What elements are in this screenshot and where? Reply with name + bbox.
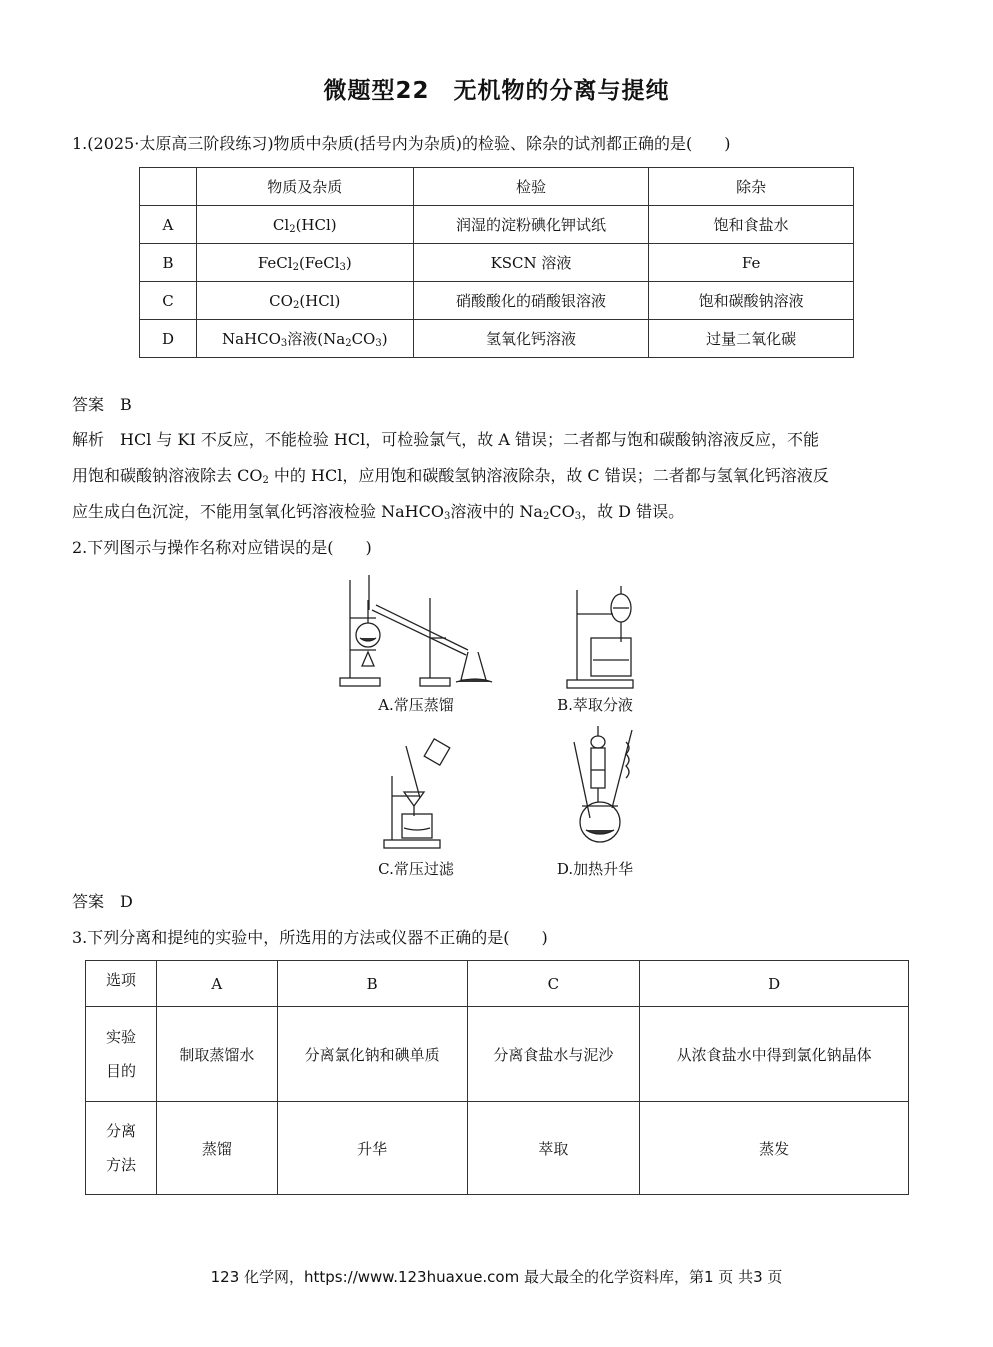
table-row — [140, 206, 854, 244]
option-label: C — [140, 282, 197, 320]
removal-reagent-cell: Fe — [649, 244, 854, 282]
question-2-stem: 2.下列图示与操作名称对应错误的是( ) — [72, 538, 372, 557]
removal-reagent-cell: 饱和碳酸钠溶液 — [649, 282, 854, 320]
question-1-analysis — [72, 422, 917, 530]
table-header-cell: A — [156, 961, 277, 1007]
method-cell: 升华 — [277, 1102, 467, 1195]
purpose-cell: 制取蒸馏水 — [156, 1007, 277, 1102]
substance-cell: $CO_2(HCl)$ — [196, 282, 413, 320]
analysis-line: 用饱和碳酸钠溶液除去 $CO_2$ 中的 HCl，应用饱和碳酸氢钠溶液除杂，故 C 错误；二者都与氢氧化钙溶液反 — [72, 466, 829, 486]
analysis-line: 应生成白色沉淀，不能用氢氧化钙溶液检验 NaHCO$_3$溶液中的 $Na_2CO_3$，故 D 错误。 — [72, 502, 685, 522]
substance-cell: NaHCO$_3$溶液$(Na_2CO_3)$ — [196, 320, 413, 358]
purpose-cell: 分离食盐水与泥沙 — [467, 1007, 640, 1102]
test-reagent-cell: KSCN 溶液 — [413, 244, 649, 282]
table-header-row — [140, 168, 854, 206]
substance-cell: $Cl_2(HCl)$ — [196, 206, 413, 244]
purpose-cell: 分离氯化钠和碘单质 — [277, 1007, 467, 1102]
table-header-cell: 选项 — [86, 961, 157, 1007]
row-label: 实验 目的 — [86, 1007, 157, 1102]
table-header-cell: 除杂 — [649, 168, 854, 206]
page-title: 微题型22 无机物的分离与提纯 — [323, 78, 670, 104]
table-header-cell: 检验 — [413, 168, 649, 206]
option-label: A — [140, 206, 197, 244]
table-row — [86, 1007, 909, 1102]
test-reagent-cell: 润湿的淀粉碘化钾试纸 — [413, 206, 649, 244]
row-label: 分离 方法 — [86, 1102, 157, 1195]
filtration-apparatus-figure — [380, 736, 460, 854]
distillation-apparatus-figure — [336, 570, 506, 690]
figure-caption-a: A.常压蒸馏 — [378, 696, 454, 714]
removal-reagent-cell: 饱和食盐水 — [649, 206, 854, 244]
table-row — [140, 244, 854, 282]
figure-caption-d: D.加热升华 — [556, 860, 634, 878]
table-header-row — [86, 961, 909, 1007]
table-header-cell — [140, 168, 197, 206]
option-label: D — [140, 320, 197, 358]
question-1-table — [139, 167, 854, 358]
method-cell: 蒸发 — [640, 1102, 909, 1195]
question-1-stem: 1.(2025·太原高三阶段练习)物质中杂质(括号内为杂质)的检验、除杂的试剂都正确的是( ) — [72, 134, 731, 153]
question-2-answer: 答案 D — [72, 892, 133, 911]
removal-reagent-cell: 过量二氧化碳 — [649, 320, 854, 358]
method-cell: 蒸馏 — [156, 1102, 277, 1195]
table-header-cell: C — [467, 961, 640, 1007]
table-header-cell: D — [640, 961, 909, 1007]
page-footer: 123 化学网，https://www.123huaxue.com 最大最全的化学资料库，第1 页 共3 页 — [210, 1268, 783, 1286]
substance-cell: FeCl$_2$(FeCl$_3$) — [196, 244, 413, 282]
table-row — [140, 282, 854, 320]
question-3-stem: 3.下列分离和提纯的实验中，所选用的方法或仪器不正确的是( ) — [72, 928, 548, 947]
figure-caption-b: B.萃取分液 — [557, 696, 633, 714]
table-header-cell: 物质及杂质 — [196, 168, 413, 206]
question-3-table — [85, 960, 909, 1195]
table-row — [86, 1102, 909, 1195]
method-cell: 萃取 — [467, 1102, 640, 1195]
question-1-answer: 答案 B — [72, 395, 132, 414]
purpose-cell: 从浓食盐水中得到氯化钠晶体 — [640, 1007, 909, 1102]
analysis-line: 解析 HCl 与 KI 不反应，不能检验 HCl，可检验氯气，故 A 错误；二者都与饱和碳酸钠溶液反应，不能 — [72, 430, 819, 449]
option-label: B — [140, 244, 197, 282]
test-reagent-cell: 硝酸酸化的硝酸银溶液 — [413, 282, 649, 320]
figure-caption-c: C.常压过滤 — [378, 860, 454, 878]
separatory-funnel-figure — [563, 580, 643, 690]
table-row — [140, 320, 854, 358]
test-reagent-cell: 氢氧化钙溶液 — [413, 320, 649, 358]
sublimation-apparatus-figure — [560, 722, 660, 852]
table-header-cell: B — [277, 961, 467, 1007]
